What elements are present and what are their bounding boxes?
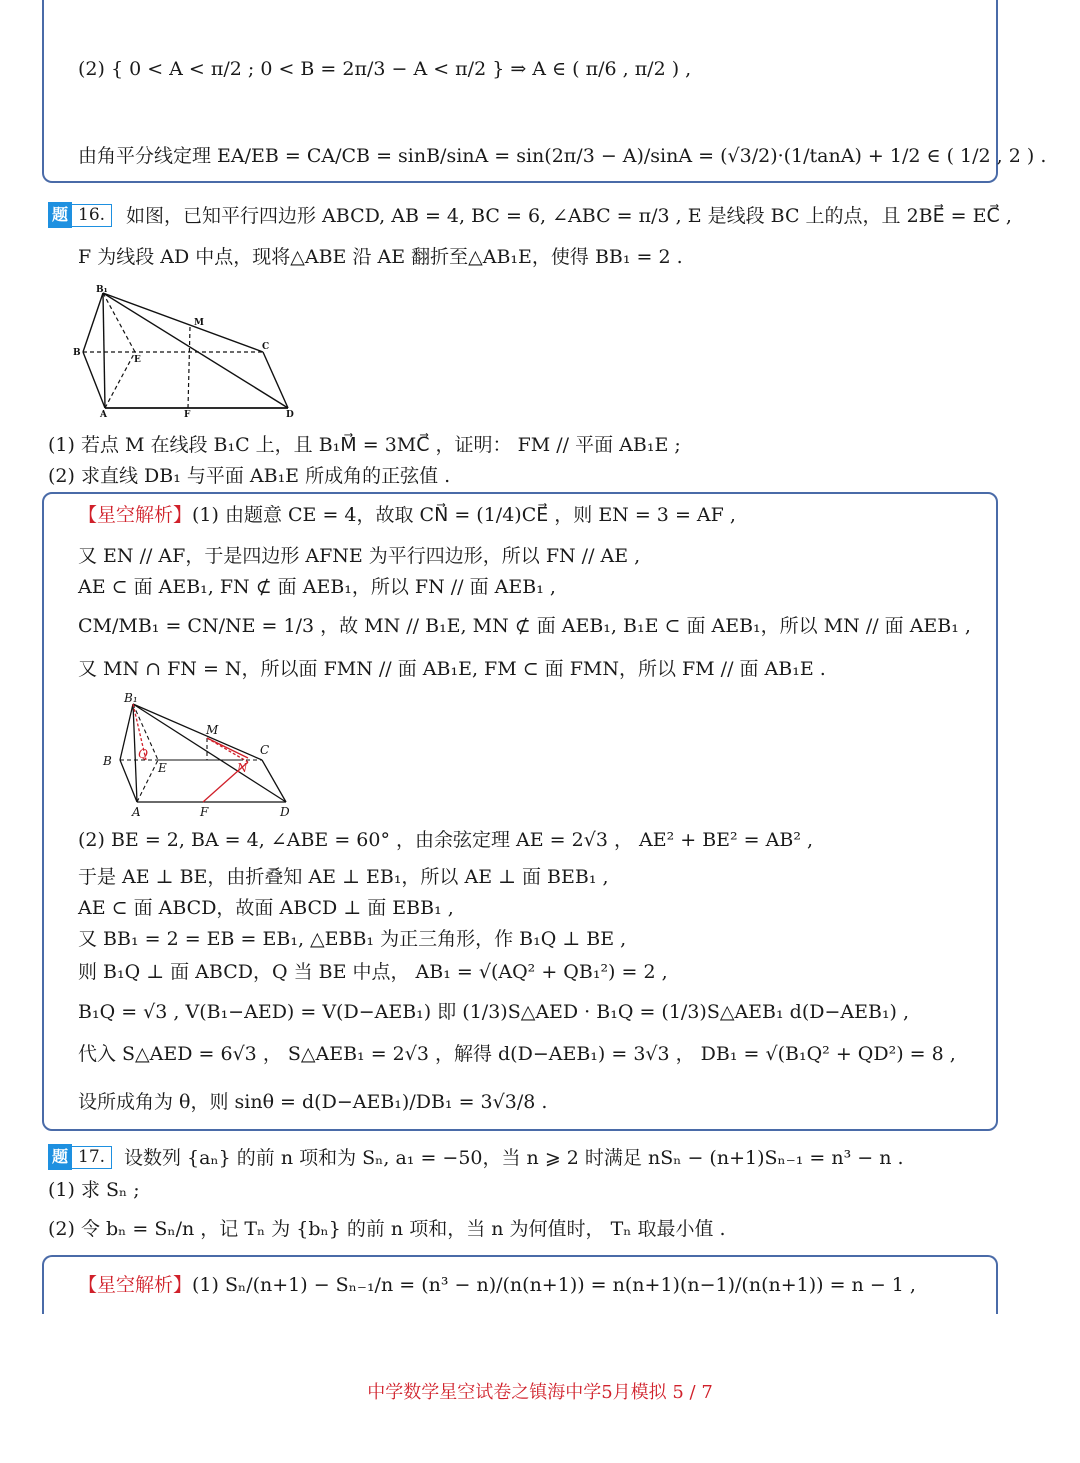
solution-16-part2-line-2: 于是 AE ⊥ BE，由折叠知 AE ⊥ EB₁，所以 AE ⊥ 面 BEB₁ ,	[78, 866, 609, 888]
problem-tag-label: 题	[48, 1144, 72, 1170]
fig1-label-m: M	[194, 318, 204, 328]
problem-number: 17.	[71, 1146, 112, 1169]
problem-17-stem: 设数列 {aₙ} 的前 n 项和为 Sₙ, a₁ = −50，当 n ⩾ 2 时满足 nSₙ − (n+1)Sₙ₋₁ = n³ − n .	[124, 1147, 904, 1169]
problem-tag-label: 题	[48, 202, 72, 228]
solution-17-line-1-text: (1) Sₙ/(n+1) − Sₙ₋₁/n = (n³ − n)/(n(n+1)) = n(n+1)(n−1)/(n(n+1)) = n − 1 ,	[192, 1274, 916, 1296]
solution-tag: 【星空解析】	[78, 504, 193, 526]
problem-17-tag	[48, 1144, 112, 1170]
problem-17-q1: (1) 求 Sₙ ;	[48, 1179, 140, 1201]
problem-16-stem-1: 如图，已知平行四边形 ABCD, AB = 4, BC = 6, ∠ABC = π/3 , E 是线段 BC 上的点，且 2BE⃗ = EC⃗ ,	[126, 205, 1012, 227]
fig2-label-c: C	[260, 743, 270, 757]
fig2-label-a: A	[132, 805, 141, 819]
page-footer: 中学数学星空试卷之镇海中学5月模拟 5 / 7	[367, 1382, 713, 1403]
fig2-label-b: B	[103, 754, 112, 768]
solution-16-line-1-text: (1) 由题意 CE = 4，故取 CN⃗ = (1/4)CE⃗ ，则 EN = 3 = AF ,	[192, 504, 736, 526]
solution-16-figure	[100, 690, 300, 820]
prev-solution-line-2: 由角平分线定理 EA/EB = CA/CB = sinB/sinA = sin(2π/3 − A)/sinA = (√3/2)·(1/tanA) + 1/2 ∈ ( 1/2 , 2 ) .	[78, 145, 1047, 167]
solution-16-line-5: 又 MN ∩ FN = N，所以面 FMN // 面 AB₁E, FM ⊂ 面 FMN，所以 FM // 面 AB₁E .	[78, 658, 826, 680]
fig1-label-f: F	[184, 410, 191, 420]
fig2-label-n: N	[237, 761, 248, 775]
solution-17-line-1	[78, 1271, 916, 1299]
fig2-label-b1: B₁	[124, 691, 138, 705]
fig1-label-a: A	[100, 410, 107, 420]
problem-16-tag	[48, 202, 112, 228]
fig2-label-d: D	[280, 805, 290, 819]
fig2-label-q: Q	[138, 747, 148, 761]
fig1-label-d: D	[286, 410, 294, 420]
problem-17-q2: (2) 令 bₙ = Sₙ/n ，记 Tₙ 为 {bₙ} 的前 n 项和，当 n 为何值时， Tₙ 取最小值 .	[48, 1218, 726, 1240]
solution-16-part2-line-6: B₁Q = √3 , V(B₁−AED) = V(D−AEB₁) 即 (1/3)S△AED · B₁Q = (1/3)S△AEB₁ d(D−AEB₁) ,	[78, 1001, 910, 1023]
problem-number: 16.	[71, 204, 112, 227]
fig2-label-e: E	[158, 761, 167, 775]
fig1-label-b1: B₁	[96, 285, 108, 295]
fig2-label-f: F	[200, 805, 209, 819]
solution-16-part2-line-4: 又 BB₁ = 2 = EB = EB₁, △EBB₁ 为正三角形，作 B₁Q ⊥ BE ,	[78, 928, 627, 950]
solution-16-line-1	[78, 501, 736, 529]
solution-tag: 【星空解析】	[78, 1274, 193, 1296]
solution-16-line-3: AE ⊂ 面 AEB₁, FN ⊄ 面 AEB₁，所以 FN // 面 AEB₁ ,	[78, 576, 556, 598]
fig1-label-e: E	[134, 355, 141, 365]
solution-16-line-2: 又 EN // AF，于是四边形 AFNE 为平行四边形，所以 FN // AE ,	[78, 545, 641, 567]
prev-solution-line-1: (2) { 0 < A < π/2 ; 0 < B = 2π/3 − A < π/2 } ⇒ A ∈ ( π/6 , π/2 ) ,	[78, 58, 692, 80]
problem-16-q2: (2) 求直线 DB₁ 与平面 AB₁E 所成角的正弦值 .	[48, 465, 451, 487]
solution-16-part2-line-1: (2) BE = 2, BA = 4, ∠ABE = 60° ，由余弦定理 AE = 2√3 ， AE² + BE² = AB² ,	[78, 829, 814, 851]
fig2-label-m: M	[206, 723, 219, 737]
fig1-label-b: B	[73, 348, 81, 358]
solution-16-part2-line-7: 代入 S△AED = 6√3 ， S△AEB₁ = 2√3 ，解得 d(D−AEB₁) = 3√3 ， DB₁ = √(B₁Q² + QD²) = 8 ,	[78, 1043, 956, 1065]
solution-16-line-4: CM/MB₁ = CN/NE = 1/3 ，故 MN // B₁E, MN ⊄ 面 AEB₁, B₁E ⊂ 面 AEB₁，所以 MN // 面 AEB₁ ,	[78, 615, 971, 637]
solution-16-part2-line-5: 则 B₁Q ⊥ 面 ABCD，Q 当 BE 中点， AB₁ = √(AQ² + QB₁²) = 2 ,	[78, 961, 668, 983]
solution-16-part2-line-3: AE ⊂ 面 ABCD，故面 ABCD ⊥ 面 EBB₁ ,	[78, 897, 454, 919]
problem-16-q1: (1) 若点 M 在线段 B₁C 上，且 B₁M⃗ = 3MC⃗ ，证明： FM // 平面 AB₁E ;	[48, 434, 681, 456]
problem-16-stem-2: F 为线段 AD 中点，现将△ABE 沿 AE 翻折至△AB₁E，使得 BB₁ = 2 .	[78, 246, 683, 268]
fig1-label-c: C	[262, 342, 270, 352]
problem-16-figure	[70, 280, 310, 420]
solution-16-part2-line-8: 设所成角为 θ，则 sinθ = d(D−AEB₁)/DB₁ = 3√3/8 .	[78, 1091, 548, 1113]
